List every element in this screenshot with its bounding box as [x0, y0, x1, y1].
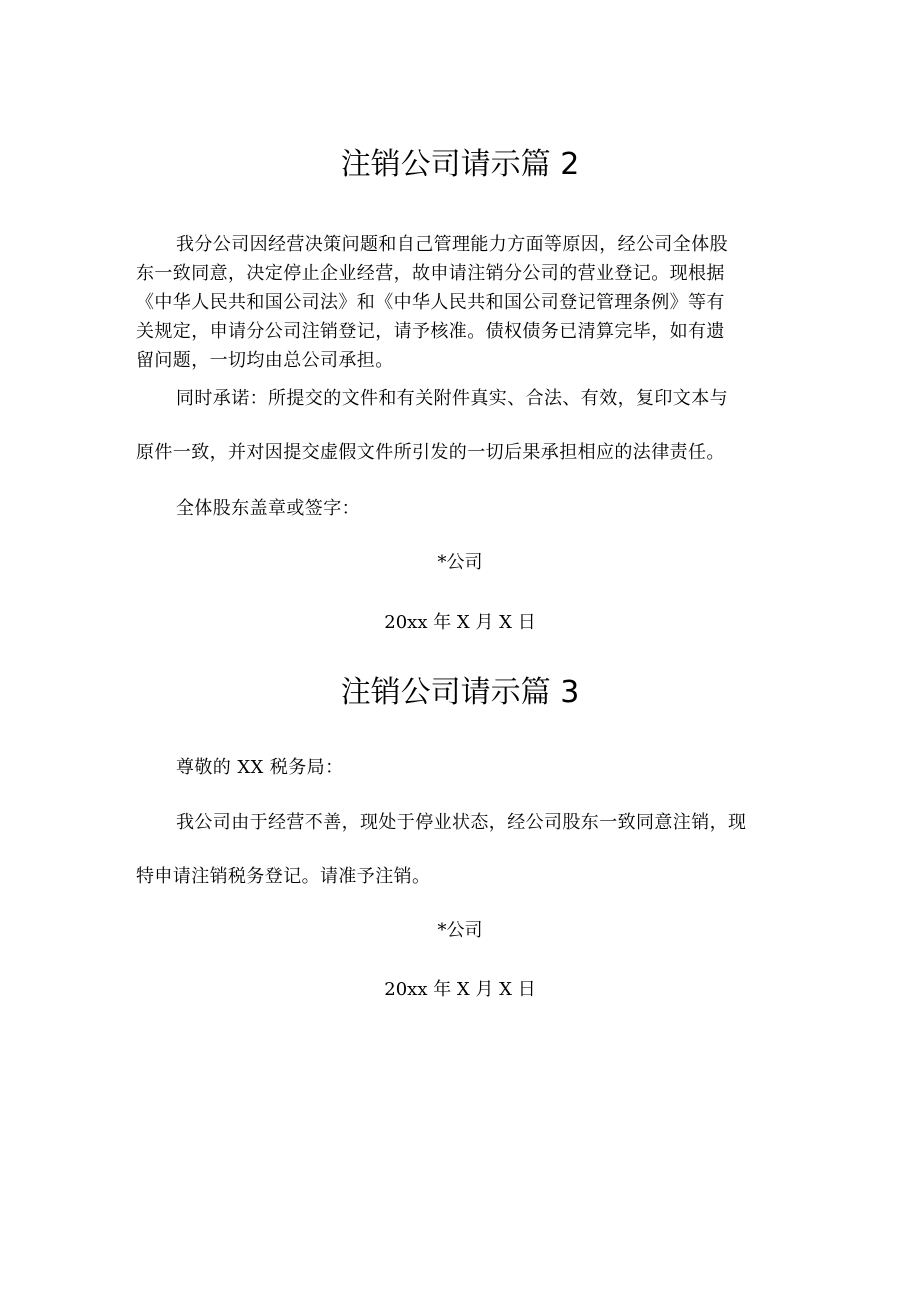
section2-body-line-5: 留问题，一切均由总公司承担。: [136, 350, 394, 371]
section2-signature-label: 全体股东盖章或签字：: [176, 498, 360, 519]
section3-body-line-2: 特申请注销税务登记。请准予注销。: [136, 866, 431, 887]
section2-body-line-1: 我分公司因经营决策问题和自己管理能力方面等原因，经公司全体股: [176, 234, 728, 255]
section2-commitment-line-2: 原件一致，并对因提交虚假文件所引发的一切后果承担相应的法律责任。: [136, 442, 725, 463]
section2-commitment-line-1: 同时承诺：所提交的文件和有关附件真实、合法、有效，复印文本与: [176, 388, 728, 409]
section2-title: 注销公司请示篇 2: [340, 147, 580, 182]
section3-company: *公司: [437, 920, 483, 941]
section2-body-line-4: 关规定，申请分公司注销登记，请予核准。债权债务已清算完毕，如有遗: [136, 321, 725, 342]
section2-company: *公司: [437, 552, 483, 573]
section3-body-line-1: 我公司由于经营不善，现处于停业状态，经公司股东一致同意注销，现: [176, 812, 747, 833]
section3-salutation: 尊敬的 XX 税务局：: [176, 757, 344, 778]
section3-date: 20xx 年 X 月 X 日: [384, 979, 536, 1000]
section2-body-line-3: 《中华人民共和国公司法》和《中华人民共和国公司登记管理条例》等有: [136, 292, 725, 313]
section2-date: 20xx 年 X 月 X 日: [384, 612, 536, 633]
section2-body-line-2: 东一致同意，决定停止企业经营，故申请注销分公司的营业登记。现根据: [136, 263, 725, 284]
section3-title: 注销公司请示篇 3: [340, 675, 580, 710]
